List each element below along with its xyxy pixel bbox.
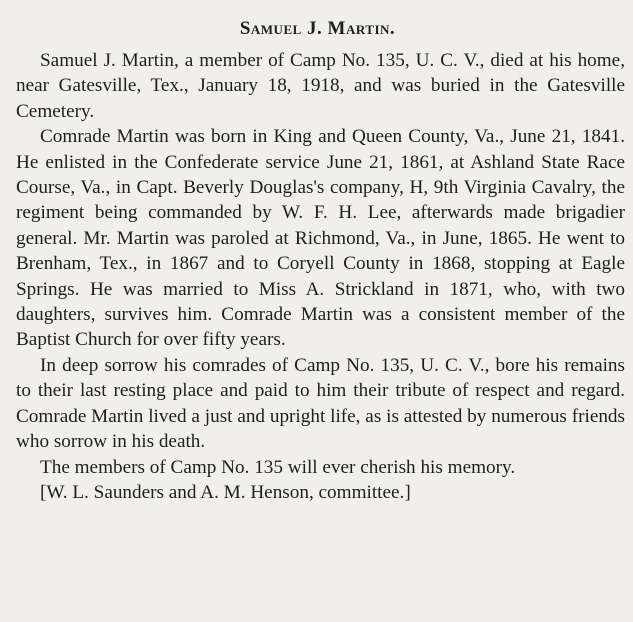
committee-signature: [W. L. Saunders and A. M. Henson, committee.]	[40, 481, 411, 503]
paragraph-memory: The members of Camp No. 135 will ever cherish his memory.	[40, 456, 516, 478]
paragraph-biography: Comrade Martin was born in King and Queen County, Va., June 21, 1841. He enlisted in the Confederate service June 21, 1861, at Ashland State Race Course, Va., in Capt. Beverly Douglas's company, H, 9th Virginia Cavalry, the regiment being commanded by W. F. H. Lee, afterwards made brigadier general. Mr. Martin was paroled at Richmond, Va., in June, 1865. He went to Brenham, Tex., in 1867 and to Coryell County in 1868, stopping at Eagle Springs. He was married to Miss A. Strickland in 1871, who, with two daughters, survives him. Comrade Martin was a consistent member of the Baptist Church for over fifty years.	[16, 126, 625, 351]
paragraph-burial-tribute: In deep sorrow his comrades of Camp No. 135, U. C. V., bore his remains to their last resting place and paid to him their tribute of respect and regard. Comrade Martin lived a just and upright life, as is attested by numerous friends who sorrow in his death.	[16, 354, 625, 453]
paragraph-death-notice: Samuel J. Martin, a member of Camp No. 135, U. C. V., died at his home, near Gatesville, Tex., January 18, 1918, and was buried in the Gatesville Cemetery.	[16, 50, 625, 122]
article-title: Samuel J. Martin.	[239, 18, 396, 39]
